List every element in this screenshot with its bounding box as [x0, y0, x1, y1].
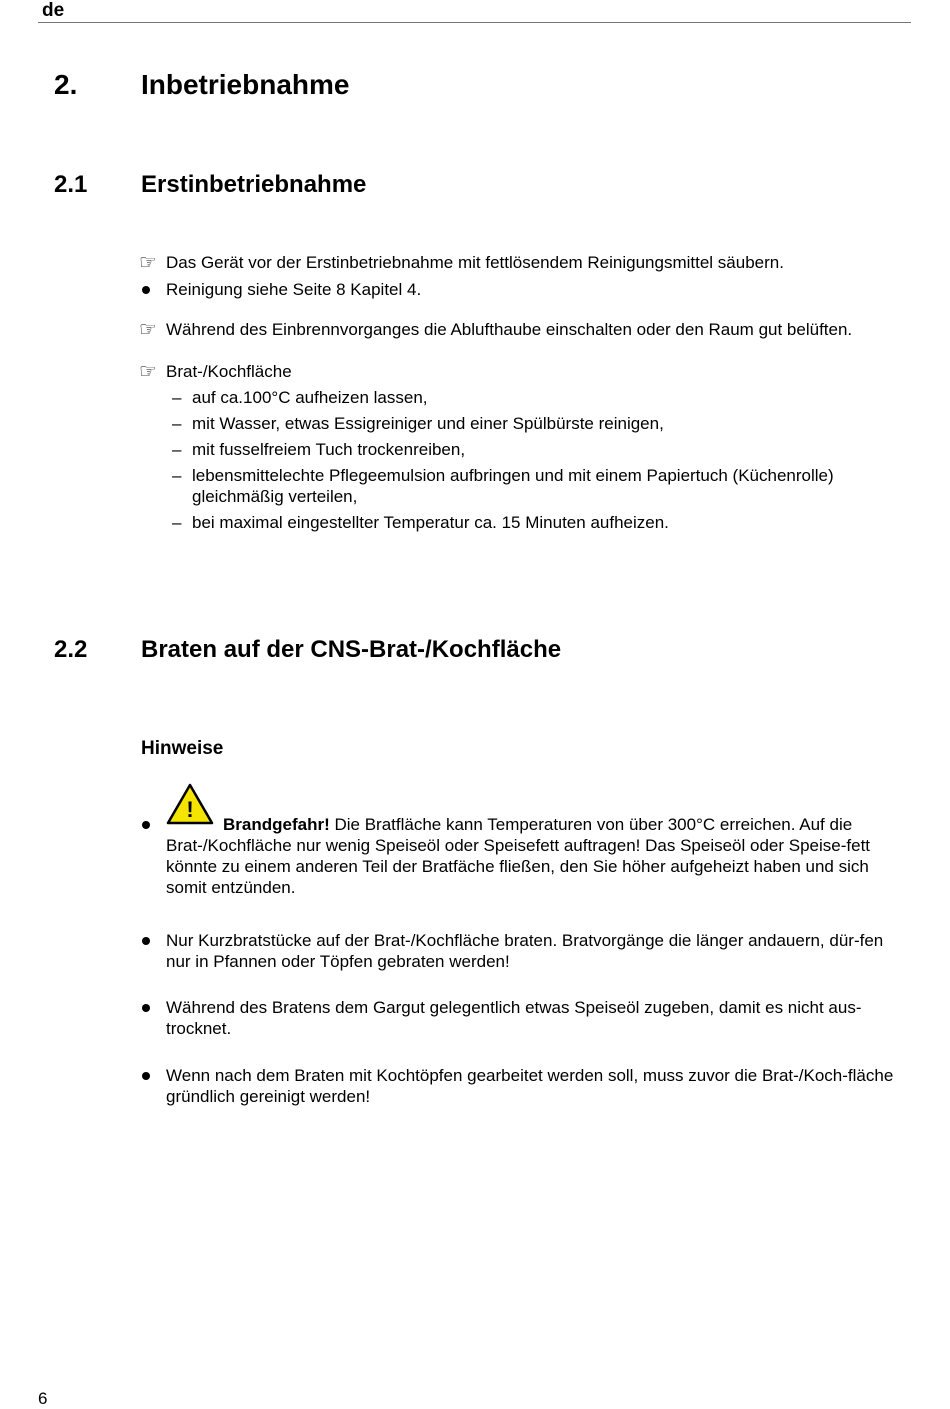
bullet-icon: [142, 821, 150, 829]
instruction-item: [139, 250, 911, 274]
bullet-icon: [142, 1004, 150, 1012]
header-divider: [38, 22, 911, 23]
dash-marker: –: [172, 388, 182, 407]
section-heading-frying: [54, 635, 754, 665]
dash-marker: –: [172, 466, 182, 485]
dash-item-text: lebensmittelechte Pflegeemulsion aufbringen und mit einem Papiertuch (Küchenrolle) gleichmäßig verteilen,: [192, 466, 834, 506]
bullet-item: [166, 279, 911, 300]
bullet-item: [166, 1065, 901, 1107]
hand-pointer-icon: ☞: [139, 317, 157, 341]
page-number: 6: [38, 1389, 48, 1408]
bullet-icon: [142, 286, 150, 294]
warning-item: [166, 797, 896, 898]
bullet-text: Reinigung siehe Seite 8 Kapitel 4.: [166, 280, 422, 299]
bullet-text: Nur Kurzbratstücke auf der Brat-/Kochfläche braten. Bratvorgänge die länger andauern, dür-fen nur in Pfannen oder Töpfen gebraten werden!: [166, 931, 884, 971]
warning-first-text: Die Bratfläche kann Temperaturen von über 300°C erreichen. Auf die: [329, 815, 853, 834]
section-heading-first-start: [54, 170, 754, 200]
hand-pointer-icon: ☞: [139, 250, 157, 274]
section-title: Inbetriebnahme: [141, 69, 350, 100]
dash-marker: –: [172, 513, 182, 532]
dash-marker: –: [172, 440, 182, 459]
bullet-text: Wenn nach dem Braten mit Kochtöpfen gearbeitet werden soll, muss zuvor die Brat-/Koch-fläche gründlich gereinigt werden!: [166, 1066, 894, 1106]
hand-pointer-icon: ☞: [139, 359, 157, 383]
dash-item-text: auf ca.100°C aufheizen lassen,: [192, 388, 428, 407]
bullet-item: [166, 997, 911, 1039]
warning-label: Brandgefahr!: [223, 815, 330, 834]
bullet-icon: [142, 937, 150, 945]
warning-text: Brat-/Kochfläche nur wenig Speiseöl oder Speisefett auftragen! Das Speiseöl oder Speise-fett könnte zu einem anderen Teil der Bratfäche fließen, den Sie höher aufgeheizt haben und sich somit entzünden.: [166, 836, 871, 897]
dash-list-item: [172, 413, 907, 434]
warning-triangle-icon: [166, 783, 214, 825]
instruction-text: Brat-/Kochfläche: [166, 362, 292, 381]
notes-subheading: Hinweise: [141, 738, 224, 759]
warning-first-line: [166, 814, 896, 835]
bullet-icon: [142, 1072, 150, 1080]
instruction-text: Das Gerät vor der Erstinbetriebnahme mit fettlösendem Reinigungsmittel säubern.: [166, 253, 784, 272]
section-number: 2.: [54, 69, 78, 100]
dash-item-text: bei maximal eingestellter Temperatur ca. 15 Minuten aufheizen.: [192, 513, 669, 532]
dash-list-item: [172, 512, 907, 533]
language-code: de: [42, 0, 65, 21]
instruction-item: [139, 317, 911, 341]
section-number: 2.2: [54, 636, 88, 663]
dash-list-item: [172, 387, 907, 408]
section-number: 2.1: [54, 171, 88, 198]
warning-symbol: !: [186, 797, 194, 822]
section-title: Braten auf der CNS-Brat-/Kochfläche: [141, 636, 562, 663]
dash-list-item: [172, 439, 907, 460]
dash-list-item: [172, 465, 892, 507]
section-title: Erstinbetriebnahme: [141, 171, 367, 198]
dash-item-text: mit Wasser, etwas Essigreiniger und einer Spülbürste reinigen,: [192, 414, 664, 433]
bullet-item: [166, 930, 911, 972]
dash-item-text: mit fusselfreiem Tuch trockenreiben,: [192, 440, 466, 459]
bullet-text: Während des Bratens dem Gargut gelegentlich etwas Speiseöl zugeben, damit es nicht aus-trocknet.: [166, 998, 862, 1038]
section-heading-main: [54, 68, 754, 102]
instruction-text: Während des Einbrennvorganges die Ablufthaube einschalten oder den Raum gut belüften.: [166, 320, 853, 339]
instruction-item: [139, 359, 911, 383]
dash-marker: –: [172, 414, 182, 433]
